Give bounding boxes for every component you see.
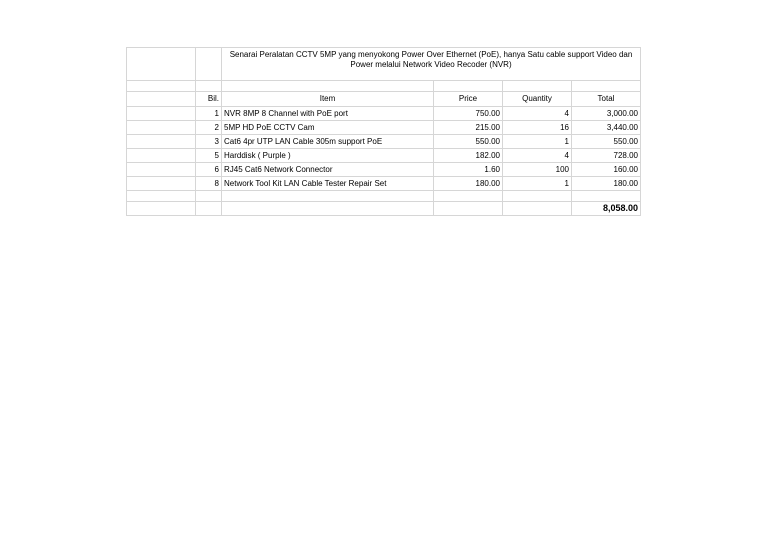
row-bil[interactable]: 2 <box>196 121 222 135</box>
sheet-title[interactable]: Senarai Peralatan CCTV 5MP yang menyokong Power Over Ethernet (PoE), hanya Satu cable support Video dan Power melalui Network Video Recoder (NVR) <box>222 48 641 81</box>
cell[interactable] <box>196 48 222 81</box>
cell[interactable] <box>127 191 196 202</box>
cell[interactable] <box>222 191 434 202</box>
cell[interactable] <box>572 191 641 202</box>
row-item[interactable]: Network Tool Kit LAN Cable Tester Repair Set <box>222 177 434 191</box>
cell[interactable] <box>434 191 503 202</box>
cell[interactable] <box>222 81 434 92</box>
cell[interactable] <box>503 202 572 216</box>
grand-total[interactable]: 8,058.00 <box>572 202 641 216</box>
row-price[interactable]: 180.00 <box>434 177 503 191</box>
spreadsheet <box>126 47 641 216</box>
row-total[interactable]: 3,000.00 <box>572 107 641 121</box>
cell[interactable] <box>503 191 572 202</box>
header-item[interactable]: Item <box>222 92 434 107</box>
cell[interactable] <box>127 149 196 163</box>
cell[interactable] <box>127 107 196 121</box>
row-bil[interactable]: 6 <box>196 163 222 177</box>
cell[interactable] <box>222 202 434 216</box>
cell[interactable] <box>127 48 196 81</box>
row-total[interactable]: 180.00 <box>572 177 641 191</box>
row-item[interactable]: Harddisk ( Purple ) <box>222 149 434 163</box>
row-quantity[interactable]: 1 <box>503 177 572 191</box>
cell[interactable] <box>196 191 222 202</box>
table-row <box>127 177 641 191</box>
cell[interactable] <box>196 81 222 92</box>
cell[interactable] <box>434 202 503 216</box>
table-row <box>127 107 641 121</box>
total-row <box>127 202 641 216</box>
header-quantity[interactable]: Quantity <box>503 92 572 107</box>
header-bil[interactable]: Bil. <box>196 92 222 107</box>
cell[interactable] <box>127 177 196 191</box>
row-total[interactable]: 3,440.00 <box>572 121 641 135</box>
row-total[interactable]: 550.00 <box>572 135 641 149</box>
row-bil[interactable]: 3 <box>196 135 222 149</box>
table-row <box>127 149 641 163</box>
row-price[interactable]: 182.00 <box>434 149 503 163</box>
row-item[interactable]: 5MP HD PoE CCTV Cam <box>222 121 434 135</box>
table-row <box>127 135 641 149</box>
row-price[interactable]: 550.00 <box>434 135 503 149</box>
row-bil[interactable]: 5 <box>196 149 222 163</box>
cell[interactable] <box>127 92 196 107</box>
cell[interactable] <box>196 202 222 216</box>
cell[interactable] <box>127 135 196 149</box>
spacer-row <box>127 81 641 92</box>
equipment-table <box>126 47 641 216</box>
row-item[interactable]: Cat6 4pr UTP LAN Cable 305m support PoE <box>222 135 434 149</box>
row-item[interactable]: RJ45 Cat6 Network Connector <box>222 163 434 177</box>
cell[interactable] <box>434 81 503 92</box>
cell[interactable] <box>127 163 196 177</box>
title-row <box>127 48 641 81</box>
row-price[interactable]: 1.60 <box>434 163 503 177</box>
row-total[interactable]: 728.00 <box>572 149 641 163</box>
cell[interactable] <box>572 81 641 92</box>
header-price[interactable]: Price <box>434 92 503 107</box>
row-quantity[interactable]: 4 <box>503 107 572 121</box>
header-total[interactable]: Total <box>572 92 641 107</box>
row-bil[interactable]: 1 <box>196 107 222 121</box>
row-price[interactable]: 215.00 <box>434 121 503 135</box>
row-quantity[interactable]: 4 <box>503 149 572 163</box>
row-quantity[interactable]: 1 <box>503 135 572 149</box>
header-row <box>127 92 641 107</box>
table-row <box>127 163 641 177</box>
row-bil[interactable]: 8 <box>196 177 222 191</box>
row-item[interactable]: NVR 8MP 8 Channel with PoE port <box>222 107 434 121</box>
cell[interactable] <box>127 202 196 216</box>
row-quantity[interactable]: 16 <box>503 121 572 135</box>
cell[interactable] <box>503 81 572 92</box>
row-price[interactable]: 750.00 <box>434 107 503 121</box>
spacer-row <box>127 191 641 202</box>
row-quantity[interactable]: 100 <box>503 163 572 177</box>
table-row <box>127 121 641 135</box>
cell[interactable] <box>127 81 196 92</box>
row-total[interactable]: 160.00 <box>572 163 641 177</box>
cell[interactable] <box>127 121 196 135</box>
